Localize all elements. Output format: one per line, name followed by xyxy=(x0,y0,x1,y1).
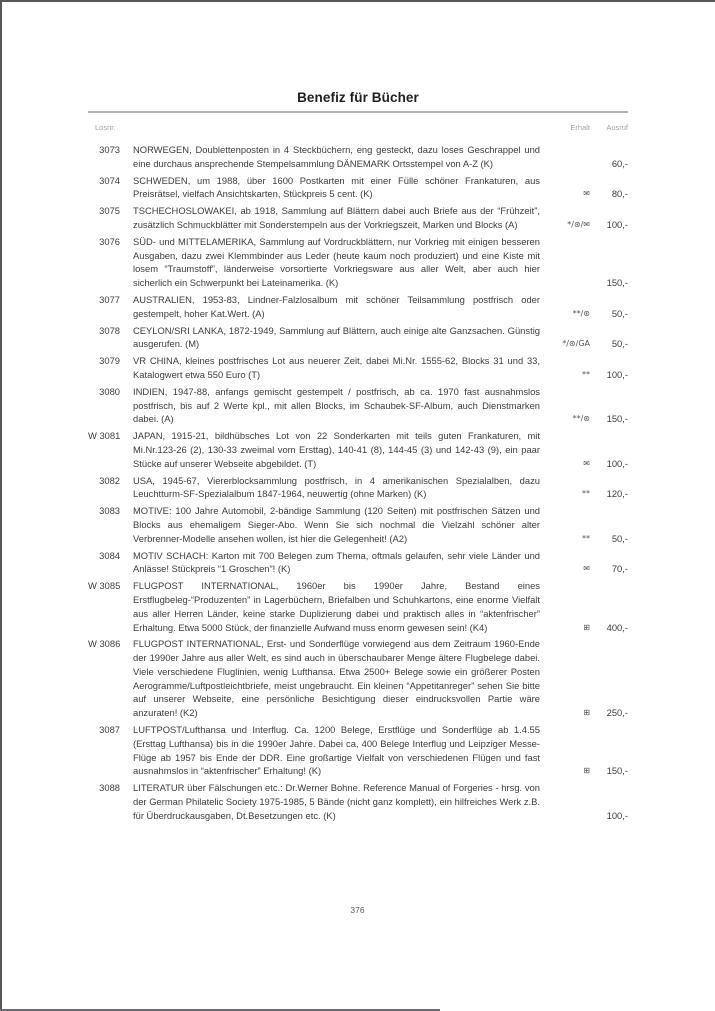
column-header-losnr: Losnr. xyxy=(95,123,116,132)
lot-price: 120,- xyxy=(606,488,628,500)
lot-row xyxy=(88,429,628,470)
catalog-content xyxy=(88,90,628,826)
lot-number: 3084 xyxy=(99,549,120,561)
lot-number: 3083 xyxy=(99,505,120,517)
lot-row xyxy=(88,204,628,232)
title-divider xyxy=(88,111,628,113)
lot-condition: ** xyxy=(582,489,590,499)
lot-condition: */⊛/GA xyxy=(562,339,590,349)
lot-description: SÜD- und MITTELAMERIKA, Sammlung auf Vordruckblättern, nur Vorkrieg mit einigen besseren Ausgaben, dazu zwei Klemmbinder aus Leder (heute kaum noch produziert) und eine Kiste mit losem “Traumstoff”, länderweise vorsortierte Vorkriegsware aus aller Welt, aber auch hier sicherlich ein Schwerpunkt bei Lateinamerika. (K) xyxy=(133,235,540,289)
column-header-ausruf: Ausruf xyxy=(606,123,628,132)
lot-price: 50,- xyxy=(611,307,628,319)
lot-condition: ⊞ xyxy=(583,708,590,718)
page-number: 376 xyxy=(350,905,365,915)
lot-row xyxy=(88,143,628,171)
lot-number: 3073 xyxy=(99,144,120,155)
page-frame-left xyxy=(0,0,2,1011)
lot-row xyxy=(88,293,628,321)
lot-number: 3076 xyxy=(99,235,120,247)
lot-row xyxy=(88,354,628,382)
lot-description: AUSTRALIEN, 1953-83, Lindner-Falzlosalbum mit schöner Teilsammlung postfrisch oder gestempelt, hoher Kat.Wert. (A) xyxy=(133,293,540,319)
lot-price: 100,- xyxy=(606,368,628,380)
column-header-spacer xyxy=(133,123,540,132)
lot-price: 150,- xyxy=(606,277,628,289)
column-header-erhalt: Erhalt xyxy=(570,123,590,132)
lot-condition: ** xyxy=(582,533,590,543)
lot-price: 150,- xyxy=(606,413,628,425)
lot-price: 60,- xyxy=(611,157,628,169)
lot-price: 100,- xyxy=(606,218,628,230)
lot-row xyxy=(88,385,628,426)
lot-description: FLUGPOST INTERNATIONAL, 1960er bis 1990er Jahre, Bestand eines Erstflugbeleg-“Produzenten” in Lagerbüchern, Briefalben und Schuhkartons, eine enorme Vielfalt aus aller Herren Länder, keine starke Duplizierung dabei und praktisch alles in “aktenfrischer” Erhaltung. Etwa 5000 Stück, der finanzielle Aufwand muss enorm gewesen sein! (K4) xyxy=(133,580,540,633)
lot-row xyxy=(88,781,628,822)
lot-description: JAPAN, 1915-21, bildhübsches Lot von 22 Sonderkarten mit teils guten Frankaturen, mit Mi.Nr.123-26 (2), 130-33 zweimal vom Ersttag), 140-41 (8), 144-45 (3) und 142-43 (9), ein paar Stücke auf unserer Webseite abgebildet. (T) xyxy=(133,430,540,469)
lot-row xyxy=(88,723,628,778)
lot-description: MOTIV SCHACH: Karton mit 700 Belegen zum Thema, oftmals gelaufen, sehr viele Länder und Anlässe! Stückpreis “1 Groschen”! (K) xyxy=(133,549,540,575)
lot-price: 50,- xyxy=(611,532,628,544)
lot-condition: ⊞ xyxy=(583,766,590,776)
lot-price: 70,- xyxy=(611,563,628,575)
lot-description: MOTIVE: 100 Jahre Automobil, 2-bändige Sammlung (120 Seiten) mit postfrischen Sätzen und Blocks aus ehemaligem Sieger-Abo. Wenn Sie sich nochmal die Vielzahl schöner alter Verbrenner-Modelle ansehen wollen, ist hier die Gelegenheit! (A2) xyxy=(133,505,540,544)
lot-number: 3079 xyxy=(99,355,120,367)
lot-number: 3082 xyxy=(99,474,120,486)
lot-number: 3088 xyxy=(99,782,120,794)
lot-condition: ✉ xyxy=(583,564,590,574)
lot-number: 3078 xyxy=(99,324,120,336)
page-frame-top xyxy=(0,0,715,2)
lot-condition: **/⊛ xyxy=(572,308,590,318)
lot-number: W 3081 xyxy=(88,430,121,442)
lot-number: 3087 xyxy=(99,724,120,736)
lot-price: 80,- xyxy=(611,188,628,200)
column-header-row xyxy=(88,123,628,132)
lot-row xyxy=(88,324,628,352)
lot-description: USA, 1945-67, Viererblocksammlung postfrisch, in 4 amerikanischen Spezialalben, dazu Leuchtturm-SF-Spezialalbum 1847-1964, neuwertig (ohne Marken) (K) xyxy=(133,474,540,500)
lot-description: VR CHINA, kleines postfrisches Lot aus neuerer Zeit, dabei Mi.Nr. 1555-62, Blocks 31 und 33, Katalogwert etwa 550 Euro (T) xyxy=(133,355,540,380)
lot-number: 3080 xyxy=(99,385,120,397)
lot-description: CEYLON/SRI LANKA, 1872-1949, Sammlung auf Blättern, auch einige alte Ganzsachen. Günstig ausgerufen. (M) xyxy=(133,324,540,350)
lot-description: LITERATUR über Fälschungen etc.: Dr.Werner Bohne. Reference Manual of Forgeries - hrsg. von der German Philatelic Society 1975-1985, 5 Bände (nicht ganz komplett), ein hilfreiches Werk z.B. für Überdruckausgaben, Dt.Besetzungen etc. (K) xyxy=(133,782,540,821)
lot-condition: **/⊛ xyxy=(572,414,590,424)
lot-description: INDIEN, 1947-88, anfangs gemischt gestempelt / postfrisch, ab ca. 1970 fast ausnahmslos postfrisch, bis auf 2 Werte kpl., mit allen Blocks, im Schaubek-SF-Album, auch Dienstmarken dabei. (A) xyxy=(133,385,540,425)
lot-condition: ✉ xyxy=(583,458,590,468)
lot-condition: ** xyxy=(582,369,590,379)
lot-row xyxy=(88,579,628,634)
lot-price: 100,- xyxy=(606,809,628,821)
lot-number: W 3085 xyxy=(88,580,121,592)
lot-row xyxy=(88,174,628,202)
lot-condition: */⊛/✉ xyxy=(567,219,590,229)
lot-number: W 3086 xyxy=(88,638,121,650)
lot-price: 150,- xyxy=(606,765,628,777)
lot-number: 3075 xyxy=(99,205,120,217)
lot-price: 50,- xyxy=(611,338,628,350)
lot-condition: ✉ xyxy=(583,189,590,199)
lot-description: SCHWEDEN, um 1988, über 1600 Postkarten mit einer Fülle schöner Frankaturen, aus Preisrätsel, vielfach Ansichtskarten, Stückpreis 5 cent. (K) xyxy=(133,174,540,200)
page-title: Benefiz für Bücher xyxy=(297,90,419,105)
lot-row xyxy=(88,504,628,545)
lot-list xyxy=(88,143,628,823)
lot-description: NORWEGEN, Doublettenposten in 4 Steckbüchern, eng gesteckt, dazu loses Geschrappel und eine durchaus ansprechende Stempelsammlung DÄNEMARK Ortsstempel von A-Z (K) xyxy=(133,144,540,169)
lot-price: 250,- xyxy=(606,707,628,719)
lot-description: FLUGPOST INTERNATIONAL, Erst- und Sonderflüge vorwiegend aus dem Zeitraum 1960-Ende der 1990er Jahre aus aller Welt, es sind auch in überschaubarer Menge ältere Flugbelege dabei. Viele verschiedene Fluglinien, wenig Lufthansa. Etwa 2500+ Belege sowie ein größerer Posten Aerogramme/Luftpostleichtbriefe, meist ungebraucht. Ein kleinen “Appetitanreger” sehen Sie bitte auf unserer Webseite, eine persönliche Besichtigung dieser eindrucksvollen Partie wäre anzuraten! (K2) xyxy=(133,638,540,719)
lot-row xyxy=(88,637,628,720)
lot-description: LUFTPOST/Lufthansa und Interflug. Ca. 1200 Belege, Erstflüge und Sonderflüge ab 1.4.55 (Ersttag Lufthansa) bis in die 1990er Jahre. Dabei ca, 400 Belege Interflug und Leipziger Messe-Flüge ab 1957 bis Ende der DDR. Eine großartige Vielfalt von verschiedenen Flügen und fast ausnahmslos in “aktenfrischer” Erhaltung! (K) xyxy=(133,724,540,777)
lot-number: 3074 xyxy=(99,174,120,186)
lot-price: 100,- xyxy=(606,457,628,469)
lot-description: TSCHECHOSLOWAKEI, ab 1918, Sammlung auf Blättern dabei auch Briefe aus der “Frühzeit”, zusätzlich Schmuckblätter mit Sonderstempeln aus der Vorkriegszeit, Marken und Blocks (A) xyxy=(133,205,540,230)
lot-row xyxy=(88,549,628,577)
lot-price: 400,- xyxy=(606,621,628,633)
lot-number: 3077 xyxy=(99,293,120,305)
lot-row xyxy=(88,235,628,290)
lot-condition: ⊞ xyxy=(583,622,590,632)
lot-row xyxy=(88,474,628,502)
